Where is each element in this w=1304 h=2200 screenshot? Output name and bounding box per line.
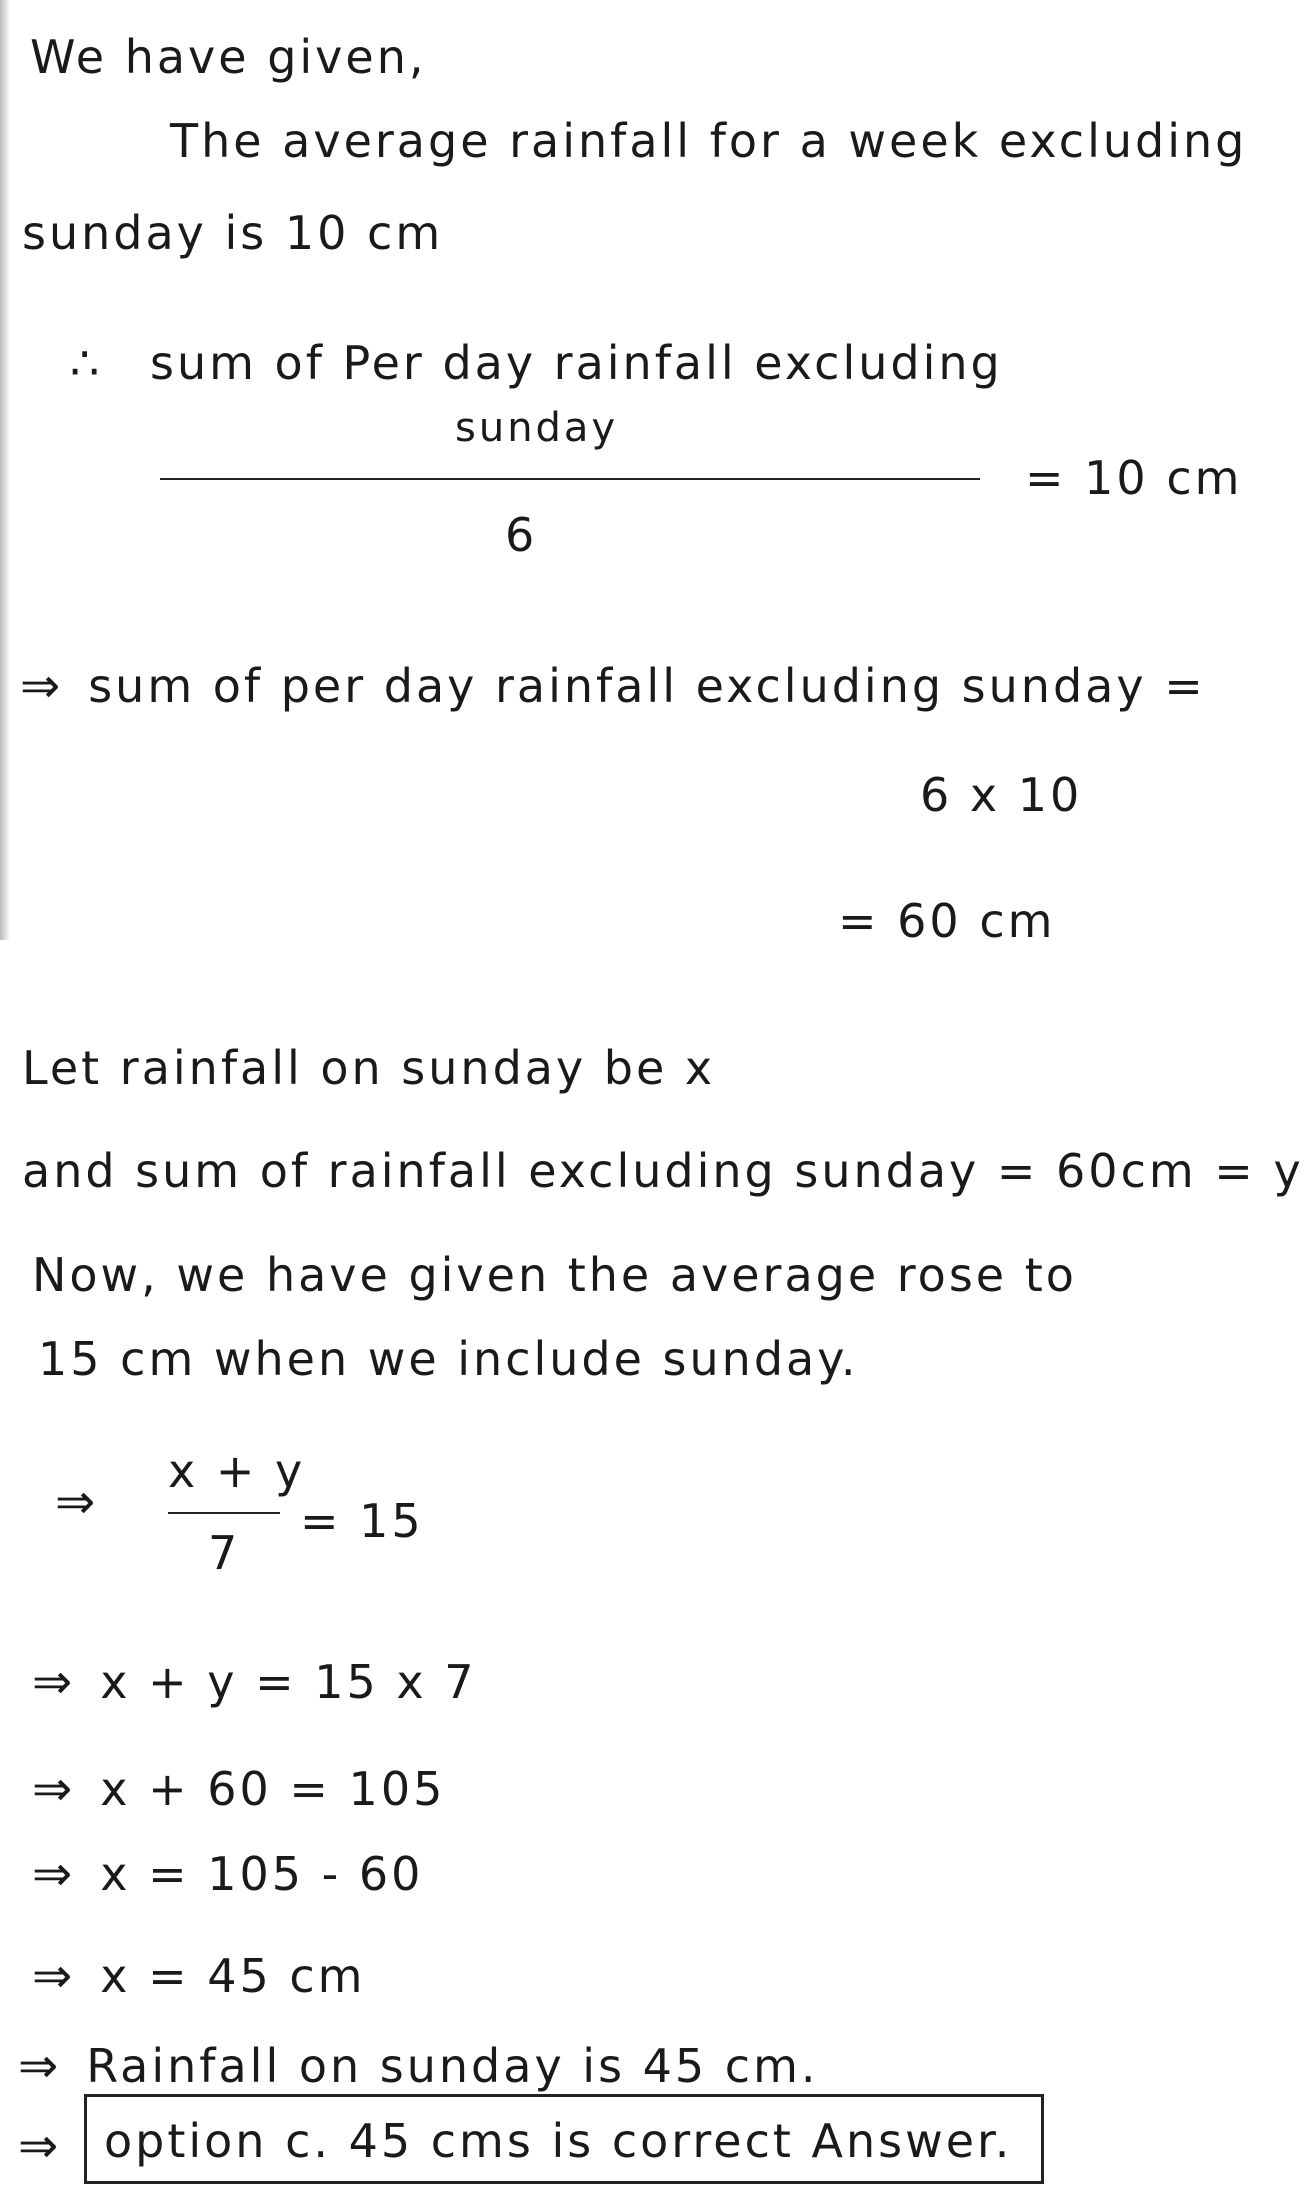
implies-arrow-icon: ⇒ xyxy=(20,658,61,714)
equation-2: ⇒ x + 60 = 105 xyxy=(32,1761,446,1817)
fraction-1-numerator-line-1: sum of Per day rainfall excluding xyxy=(150,336,1003,390)
therefore-symbol: ∴ xyxy=(70,336,103,390)
implies-arrow-icon: ⇒ xyxy=(18,2118,59,2174)
now-line-1: Now, we have given the average rose to xyxy=(32,1248,1077,1302)
implies-arrow-icon: ⇒ xyxy=(55,1474,96,1530)
answer-arrow xyxy=(18,2118,86,2174)
statement-line-1: The average rainfall for a week excluding xyxy=(170,114,1248,168)
paper-edge-shadow xyxy=(0,0,10,940)
fraction-1-bar xyxy=(160,478,980,480)
fraction-1-numerator-line-2: sunday xyxy=(455,405,619,451)
equation-3: ⇒ x = 105 - 60 xyxy=(32,1846,424,1902)
step-1-result: = 60 cm xyxy=(838,894,1056,948)
step-1-multiplication: 6 x 10 xyxy=(920,768,1083,822)
final-answer: option c. 45 cms is correct Answer. xyxy=(104,2114,1013,2168)
fraction-2-denominator: 7 xyxy=(208,1526,241,1580)
intro-text: We have given, xyxy=(30,30,427,84)
now-line-2: 15 cm when we include sunday. xyxy=(38,1332,859,1386)
fraction-2-bar xyxy=(168,1512,280,1514)
equation-1: ⇒ x + y = 15 x 7 xyxy=(32,1654,477,1710)
conclusion-line: ⇒ Rainfall on sunday is 45 cm. xyxy=(18,2038,819,2094)
fraction-1-rhs: = 10 cm xyxy=(1025,451,1243,505)
fraction-2-rhs: = 15 xyxy=(300,1494,424,1548)
statement-line-2: sunday is 10 cm xyxy=(22,206,444,260)
fraction-1-denominator: 6 xyxy=(505,508,538,562)
implies-arrow-icon: ⇒ xyxy=(32,1761,73,1817)
let-line: Let rainfall on sunday be x xyxy=(22,1041,716,1095)
step-1-lhs: sum of per day rainfall excluding sunday = xyxy=(88,659,1206,713)
fraction-2-numerator: x + y xyxy=(168,1444,306,1498)
implies-arrow-icon: ⇒ xyxy=(32,1948,73,2004)
and-line: and sum of rainfall excluding sunday = 60cm = y xyxy=(22,1144,1304,1198)
frac-2-arrow xyxy=(55,1474,123,1530)
equation-4: ⇒ x = 45 cm xyxy=(32,1948,366,2004)
implies-arrow-icon: ⇒ xyxy=(32,1654,73,1710)
implies-arrow-icon: ⇒ xyxy=(32,1846,73,1902)
step-1-line xyxy=(20,658,1206,714)
implies-arrow-icon: ⇒ xyxy=(18,2038,59,2094)
